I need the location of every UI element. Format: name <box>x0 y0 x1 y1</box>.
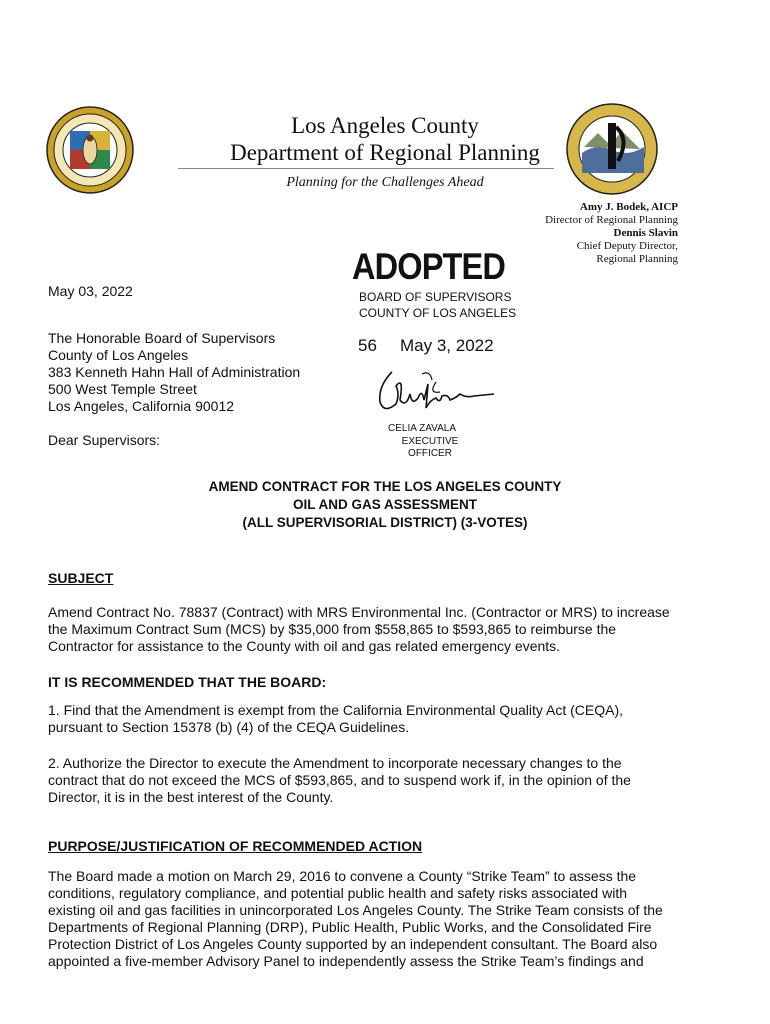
address-line: 383 Kenneth Hahn Hall of Administration <box>48 364 301 380</box>
paragraph-line: Departments of Regional Planning (DRP), Public Health, Public Works, and the Consolidated Fire <box>48 919 652 935</box>
board-line-1: BOARD OF SUPERVISORS <box>359 290 512 304</box>
letter-title <box>0 478 770 532</box>
department-name: Department of Regional Planning <box>230 140 540 165</box>
officer-name: CELIA ZAVALA <box>388 423 456 434</box>
title-line: (ALL SUPERVISORIAL DISTRICT) (3-VOTES) <box>242 515 528 530</box>
paragraph-line: Protection District of Los Angeles County supported by an independent consultant. The Board also <box>48 936 658 952</box>
title-line: OIL AND GAS ASSESSMENT <box>292 497 478 512</box>
officers-block <box>545 201 678 266</box>
subject-heading: SUBJECT <box>48 570 114 586</box>
paragraph-line: the Maximum Contract Sum (MCS) by $35,000 from $558,865 to $593,865 to reimburse the <box>48 621 617 637</box>
letterhead-divider <box>178 168 554 169</box>
director-name: Amy J. Bodek, AICP <box>579 201 678 213</box>
address-line: 500 West Temple Street <box>48 381 197 397</box>
board-line-2: COUNTY OF LOS ANGELES <box>359 306 517 320</box>
recommendations-heading: IT IS RECOMMENDED THAT THE BOARD: <box>48 674 327 690</box>
address-line: County of Los Angeles <box>48 347 189 363</box>
county-name: Los Angeles County <box>291 113 479 138</box>
recommendation-2 <box>48 755 728 806</box>
item-number: 56 <box>358 336 377 355</box>
address-line: The Honorable Board of Supervisors <box>48 330 276 346</box>
adopted-stamp: ADOPTED <box>352 246 506 287</box>
paragraph-line: pursuant to Section 15378 (b) (4) of the CEQA Guidelines. <box>48 719 410 735</box>
paragraph-line: contract that do not exceed the MCS of $593,865, and to suspend work if, in the opinion of the <box>48 772 631 788</box>
deputy-title-1: Chief Deputy Director, <box>576 240 678 252</box>
address-line: Los Angeles, California 90012 <box>48 398 235 414</box>
paragraph-line: Amend Contract No. 78837 (Contract) with MRS Environmental Inc. (Contractor or MRS) to increase <box>48 604 670 620</box>
paragraph-line: 2. Authorize the Director to execute the Amendment to incorporate necessary changes to the <box>48 755 622 771</box>
letter-date: May 03, 2022 <box>48 283 133 299</box>
officer-title: EXECUTIVE OFFICER <box>401 436 459 459</box>
deputy-title-2: Regional Planning <box>596 253 678 265</box>
salutation: Dear Supervisors: <box>48 432 161 448</box>
addressee-block <box>48 330 728 415</box>
subject-body <box>48 604 728 655</box>
tagline: Planning for the Challenges Ahead <box>286 175 484 190</box>
paragraph-line: Contractor for assistance to the County with oil and gas related emergency events. <box>48 638 561 654</box>
purpose-heading: PURPOSE/JUSTIFICATION OF RECOMMENDED ACTION <box>48 838 423 854</box>
director-title: Director of Regional Planning <box>545 214 678 226</box>
deputy-name: Dennis Slavin <box>613 227 678 239</box>
paragraph-line: The Board made a motion on March 29, 2016 to convene a County “Strike Team” to assess the <box>48 868 637 884</box>
paragraph-line: Director, it is in the best interest of the County. <box>48 789 334 805</box>
paragraph-line: existing oil and gas facilities in unincorporated Los Angeles County. The Strike Team consists of the <box>48 902 663 918</box>
paragraph-line: 1. Find that the Amendment is exempt from the California Environmental Quality Act (CEQA), <box>48 702 624 718</box>
adoption-date: May 3, 2022 <box>400 336 494 355</box>
paragraph-line: appointed a five-member Advisory Panel to independently assess the Strike Team’s findings and <box>48 953 644 969</box>
recommendation-1 <box>48 702 728 736</box>
title-line: AMEND CONTRACT FOR THE LOS ANGELES COUNTY <box>208 479 562 494</box>
paragraph-line: conditions, regulatory compliance, and potential public health and safety risks associated with <box>48 885 627 901</box>
purpose-body <box>48 868 728 970</box>
